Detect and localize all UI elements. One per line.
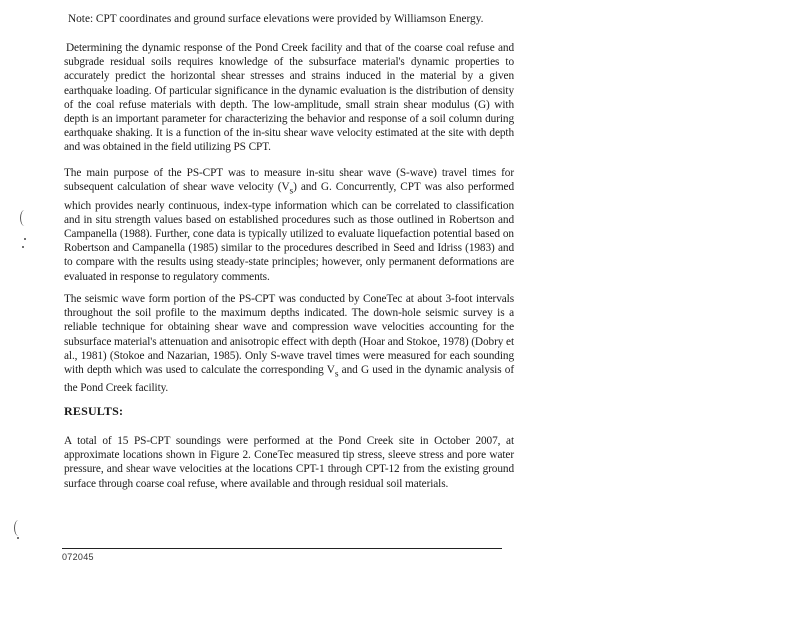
scan-speck bbox=[17, 537, 19, 539]
results-heading: RESULTS: bbox=[64, 404, 124, 418]
scan-speck bbox=[22, 246, 24, 248]
punch-hole-mark bbox=[20, 210, 29, 226]
paragraph-text: The main purpose of the PS-CPT was to measure in-situ shear wave (S-wave) travel times for subsequent calculation of shear wave velocity (V bbox=[64, 167, 514, 194]
footer-page-code: 072045 bbox=[62, 552, 94, 562]
scan-speck bbox=[24, 238, 26, 240]
paragraph-dynamic-response: Determining the dynamic response of the Pond Creek facility and that of the coarse coal refuse and subgrade residual soils requires knowledge of the subsurface material's dynamic properties to accurately predict the horizontal shear stresses and strains induced in the material by a given earthquake loading. Of particular significance in the dynamic evaluation is the distribution of density of the coal refuse materials with depth. The low-amplitude, small strain shear modulus (G) with depth is an important parameter for characterizing the behavior and response of a soil column during earthquake shaking. It is a function of the in-situ shear wave velocity estimated at the site with depth and was obtained in the field utilizing PS CPT. bbox=[64, 42, 514, 154]
paragraph-seismic-wave bbox=[64, 292, 514, 396]
paragraph-text: and G used in the dynamic analysis of the Pond Creek facility. bbox=[64, 364, 514, 395]
paragraph-text: The seismic wave form portion of the PS-CPT was conducted by ConeTec at about 3-foot intervals throughout the soil profile to the maximum depths indicated. The down-hole seismic survey is a reliable technique for obtaining shear wave and compression wave velocities accounting for the subsurface material's attenuation and anisotropic effect with depth (Hoar and Stokoe, 1978) (Dobry et al., 1981) (Stokoe and Nazarian, 1985). Only S-wave travel times were measured for each sounding with depth which was used to calculate the corresponding V bbox=[64, 293, 514, 377]
note-line: Note: CPT coordinates and ground surface elevations were provided by Williamson Energy. bbox=[68, 13, 484, 25]
paragraph-ps-cpt-purpose bbox=[64, 166, 514, 284]
punch-hole-mark bbox=[14, 520, 23, 536]
footer-divider bbox=[62, 548, 502, 549]
subscript: s bbox=[289, 186, 294, 197]
paragraph-text: ) and G. Concurrently, CPT was also performed which provides nearly continuous, index-type information which can be correlated to classification and in situ strength values based on established procedures such as those outlined in Robertson and Campanella (1988). Further, cone data is typically utilized to evaluate liquefaction potential based on Robertson and Campanella (1985) similar to the procedures described in Seed and Idriss (1983) and to compare with the results using steady-state principles; however, only permanent deformations are evaluated in response to regulatory comments. bbox=[64, 181, 515, 283]
paragraph-results: A total of 15 PS-CPT soundings were performed at the Pond Creek site in October 2007, at approximate locations shown in Figure 2. ConeTec measured tip stress, sleeve stress and pore water pressure, and shear wave velocities at the locations CPT-1 through CPT-12 from the existing ground surface through coarse coal refuse, where available and through residual soil materials. bbox=[64, 435, 514, 490]
subscript: s bbox=[334, 369, 339, 380]
